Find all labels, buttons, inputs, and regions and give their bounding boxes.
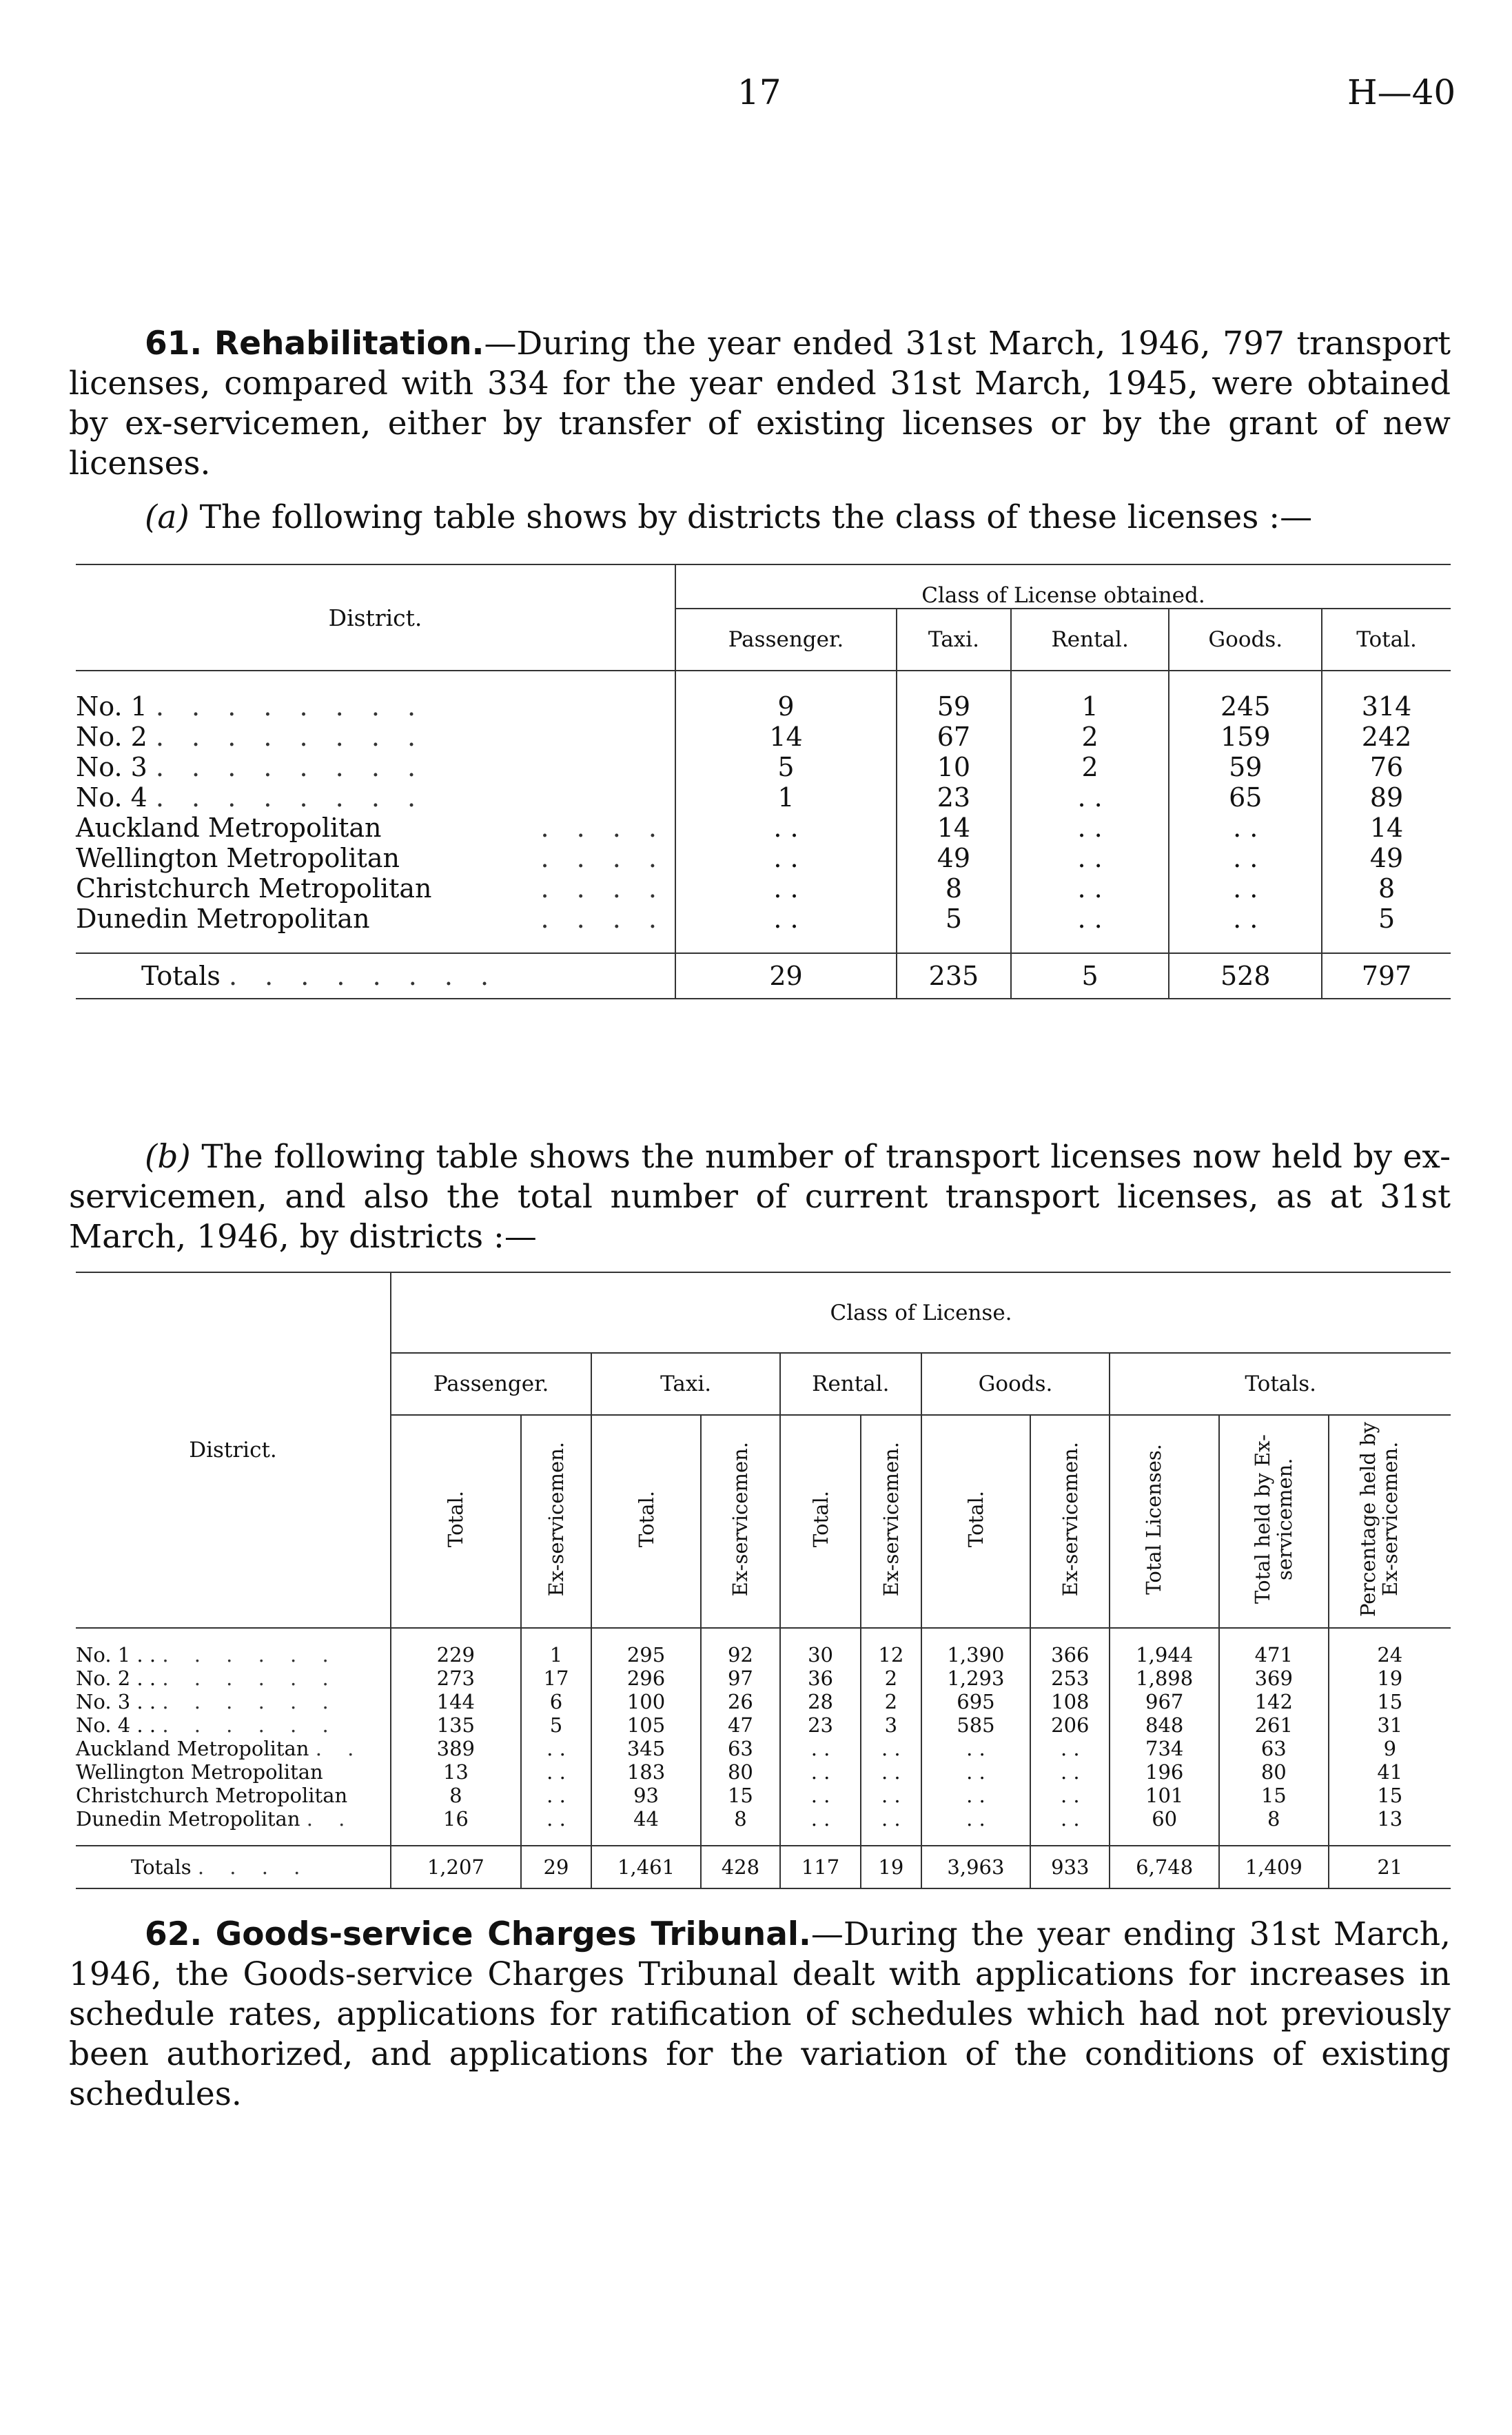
table-a-col-goods: Goods. (1169, 609, 1322, 671)
table-cell: 19 (1329, 1667, 1451, 1690)
table-cell: 101 (1110, 1784, 1219, 1807)
table-cell: . . (780, 1760, 861, 1784)
district-name: Auckland Metropolitan (76, 813, 382, 843)
table-row (76, 782, 1451, 813)
table-b-subcol-header (1219, 1415, 1329, 1628)
table-a-col-total: Total. (1322, 609, 1451, 671)
table-b-subcol-header (861, 1415, 921, 1628)
table-cell: . . (675, 843, 897, 873)
table-cell: 76 (1322, 752, 1451, 782)
table-cell: 14 (897, 813, 1011, 843)
table-cell: 8 (1219, 1807, 1329, 1831)
table-cell: 3 (861, 1713, 921, 1737)
vertical-label: Percentage held by Ex-servicemen. (1356, 1421, 1402, 1617)
vertical-label: Total. (444, 1491, 468, 1547)
table-cell: 15 (1219, 1784, 1329, 1807)
table-cell: . . (861, 1784, 921, 1807)
table-b-subcol-header (921, 1415, 1031, 1628)
table-cell: . . (1030, 1760, 1110, 1784)
table-cell: 92 (701, 1643, 780, 1667)
table-b-subcol-header (391, 1415, 521, 1628)
table-cell: 471 (1219, 1643, 1329, 1667)
table-cell: 44 (591, 1807, 701, 1831)
table-row (76, 1667, 1451, 1690)
table-cell: 49 (1322, 843, 1451, 873)
table-b (76, 1272, 1451, 1889)
table-cell: 80 (701, 1760, 780, 1784)
table-b-group-taxi: Taxi. (591, 1353, 780, 1415)
table-b-subcol-header (1110, 1415, 1219, 1628)
table-b-group-rental: Rental. (780, 1353, 921, 1415)
table-b-group-goods: Goods. (921, 1353, 1110, 1415)
district-name: No. 4 . . (76, 1713, 156, 1737)
table-cell: . . (1030, 1737, 1110, 1760)
section-61-paragraph (69, 324, 1451, 484)
table-cell: 47 (701, 1713, 780, 1737)
district-name: No. 1 . . (76, 1643, 156, 1667)
table-cell: 2 (1011, 752, 1169, 782)
table-cell: 428 (701, 1846, 780, 1888)
table-cell: . . (675, 813, 897, 843)
table-cell: 8 (391, 1784, 521, 1807)
table-cell: . . (1030, 1807, 1110, 1831)
table-row (76, 843, 1451, 873)
table-cell: 295 (591, 1643, 701, 1667)
table-cell: 1 (675, 782, 897, 813)
table-cell: 1,409 (1219, 1846, 1329, 1888)
section-61-heading: Rehabilitation. (214, 325, 484, 363)
table-cell: 108 (1030, 1690, 1110, 1713)
table-cell: 10 (897, 752, 1011, 782)
table-cell: . . (921, 1807, 1031, 1831)
section-62-body: —During the year ending 31st March, 1946, the Goods-service Charges Tribunal dealt with applications for increases in schedule rates, applications for ratification of schedules which had not previously been authorized, and applications for the variation of the conditions of existing schedules. (69, 1915, 1451, 2113)
table-b-group-header: Class of License. (391, 1272, 1451, 1353)
district-name: No. 2 . . (76, 1667, 156, 1690)
table-cell: . . (1169, 873, 1322, 904)
table-cell: 23 (897, 782, 1011, 813)
table-b-district-header: District. (189, 1438, 277, 1463)
table-cell: 296 (591, 1667, 701, 1690)
table-a-col-taxi: Taxi. (897, 609, 1011, 671)
table-cell: 36 (780, 1667, 861, 1690)
section-62-number: 62. (145, 1915, 203, 1953)
table-row (76, 752, 1451, 782)
district-name: Christchurch Metropolitan (76, 1784, 348, 1807)
table-cell: 797 (1322, 953, 1451, 999)
table-cell: 1,293 (921, 1667, 1031, 1690)
table-cell: 528 (1169, 953, 1322, 999)
table-cell: 89 (1322, 782, 1451, 813)
district-name: No. 2 (76, 722, 147, 752)
table-a (76, 564, 1451, 999)
table-cell: 253 (1030, 1667, 1110, 1690)
table-cell: 159 (1169, 722, 1322, 752)
table-a-group-header: Class of License obtained. (675, 564, 1451, 609)
table-cell: 8 (701, 1807, 780, 1831)
table-b-subcol-header (1030, 1415, 1110, 1628)
table-cell: 17 (521, 1667, 592, 1690)
table-cell: . . (861, 1760, 921, 1784)
table-row (76, 1643, 1451, 1667)
leader-dots: . . . . . . (162, 1690, 338, 1713)
table-cell: 6 (521, 1690, 592, 1713)
table-cell: . . (921, 1760, 1031, 1784)
table-cell: 5 (1011, 953, 1169, 999)
table-cell: 31 (1329, 1713, 1451, 1737)
table-cell: 196 (1110, 1760, 1219, 1784)
vertical-label: Total. (634, 1491, 658, 1547)
leader-dots: . . . . . . . . (155, 691, 426, 722)
leader-dots: . . . . (197, 1855, 310, 1879)
leader-dots: . . . . (540, 904, 666, 934)
table-cell: 1 (521, 1643, 592, 1667)
table-cell: 65 (1169, 782, 1322, 813)
table-cell: 848 (1110, 1713, 1219, 1737)
table-cell: 93 (591, 1784, 701, 1807)
table-row (76, 1760, 1451, 1784)
table-cell: 734 (1110, 1737, 1219, 1760)
table-cell: 105 (591, 1713, 701, 1737)
district-name: No. 3 (76, 752, 147, 782)
vertical-label: Total. (963, 1491, 988, 1547)
table-b-subcol-header (780, 1415, 861, 1628)
table-cell: 9 (1329, 1737, 1451, 1760)
table-cell: . . (1011, 813, 1169, 843)
vertical-label: Ex-servicemen. (879, 1441, 903, 1597)
table-cell: . . (1169, 904, 1322, 934)
table-cell: 29 (675, 953, 897, 999)
table-cell: 30 (780, 1643, 861, 1667)
vertical-label: Ex-servicemen. (1058, 1441, 1082, 1597)
table-cell: 2 (1011, 722, 1169, 752)
table-cell: 389 (391, 1737, 521, 1760)
table-cell: 23 (780, 1713, 861, 1737)
table-cell: 13 (1329, 1807, 1451, 1831)
table-row (76, 1807, 1451, 1831)
district-name: No. 4 (76, 782, 147, 813)
table-cell: 6,748 (1110, 1846, 1219, 1888)
table-cell: 1 (1011, 691, 1169, 722)
table-cell: 63 (1219, 1737, 1329, 1760)
table-row (76, 691, 1451, 722)
leader-dots: . . . . . . . . (155, 752, 426, 782)
table-a-col-passenger: Passenger. (675, 609, 897, 671)
leader-dots: . . . . (540, 813, 666, 843)
table-cell: 695 (921, 1690, 1031, 1713)
table-cell: 2 (861, 1690, 921, 1713)
table-b-subcol-header (521, 1415, 592, 1628)
table-cell: 933 (1030, 1846, 1110, 1888)
table-b-group-totals: Totals. (1110, 1353, 1451, 1415)
leader-dots: . . . . . . (162, 1713, 338, 1737)
district-name: No. 1 (76, 691, 147, 722)
table-cell: . . (675, 873, 897, 904)
table-cell: . . (1011, 843, 1169, 873)
table-cell: . . (521, 1807, 592, 1831)
table-b-subcol-header (591, 1415, 701, 1628)
table-cell: . . (1169, 813, 1322, 843)
table-cell: 28 (780, 1690, 861, 1713)
district-name: Dunedin Metropolitan (76, 1807, 300, 1831)
table-cell: . . (780, 1784, 861, 1807)
district-name: Auckland Metropolitan (76, 1737, 309, 1760)
table-cell: 63 (701, 1737, 780, 1760)
table-cell: 5 (521, 1713, 592, 1737)
table-cell: 242 (1322, 722, 1451, 752)
table-b-intro-text: The following table shows the number of transport licenses now held by ex-servicemen, and also the total number of current transport licenses, as at 31st March, 1946, by districts :— (69, 1138, 1451, 1256)
table-cell: 1,207 (391, 1846, 521, 1888)
table-cell: 1,461 (591, 1846, 701, 1888)
document-reference: H—40 (1347, 72, 1456, 112)
table-cell: 3,963 (921, 1846, 1031, 1888)
table-cell: . . (861, 1807, 921, 1831)
district-name: No. 3 . . (76, 1690, 156, 1713)
table-cell: 9 (675, 691, 897, 722)
table-cell: . . (1011, 873, 1169, 904)
table-cell: 1,898 (1110, 1667, 1219, 1690)
table-cell: 5 (897, 904, 1011, 934)
table-cell: 366 (1030, 1643, 1110, 1667)
table-cell: 21 (1329, 1846, 1451, 1888)
table-b-group-passenger: Passenger. (391, 1353, 591, 1415)
table-cell: . . (675, 904, 897, 934)
table-cell: 14 (675, 722, 897, 752)
table-cell: 144 (391, 1690, 521, 1713)
table-row (76, 813, 1451, 843)
totals-label: Totals (141, 961, 221, 991)
table-cell: 2 (861, 1667, 921, 1690)
district-name: Christchurch Metropolitan (76, 873, 432, 904)
leader-dots: . . (306, 1807, 355, 1831)
table-row (76, 873, 1451, 904)
table-cell: 59 (897, 691, 1011, 722)
page-number: 17 (737, 72, 781, 112)
vertical-label: Ex-servicemen. (728, 1441, 753, 1597)
table-cell: 49 (897, 843, 1011, 873)
table-a-col-rental: Rental. (1011, 609, 1169, 671)
table-cell: . . (861, 1737, 921, 1760)
table-cell: 12 (861, 1643, 921, 1667)
table-cell: 41 (1329, 1760, 1451, 1784)
table-cell: 5 (1322, 904, 1451, 934)
table-b-subcol-header (701, 1415, 780, 1628)
table-row (76, 1713, 1451, 1737)
table-cell: 245 (1169, 691, 1322, 722)
table-row (76, 722, 1451, 752)
table-cell: . . (521, 1760, 592, 1784)
table-cell: . . (1011, 904, 1169, 934)
totals-row (76, 953, 1451, 999)
table-cell: 117 (780, 1846, 861, 1888)
section-62-paragraph (69, 1915, 1451, 2115)
table-cell: 5 (675, 752, 897, 782)
leader-dots: . . . . . . . . (155, 782, 426, 813)
totals-label: Totals (131, 1855, 192, 1879)
district-name: Dunedin Metropolitan (76, 904, 370, 934)
leader-dots: . . . . . . (162, 1667, 338, 1690)
table-cell: 967 (1110, 1690, 1219, 1713)
table-cell: . . (780, 1737, 861, 1760)
vertical-label: Total. (808, 1491, 832, 1547)
table-b-label: (b) (145, 1138, 191, 1176)
table-cell: 59 (1169, 752, 1322, 782)
table-a-intro (69, 498, 1451, 538)
table-cell: 235 (897, 953, 1011, 999)
section-61-number: 61. (145, 325, 203, 363)
section-62-heading: Goods-service Charges Tribunal. (215, 1915, 811, 1953)
table-row (76, 1784, 1451, 1807)
table-cell: 100 (591, 1690, 701, 1713)
leader-dots: . . . . (540, 873, 666, 904)
table-cell: 314 (1322, 691, 1451, 722)
table-a-label: (a) (145, 498, 190, 536)
table-cell: 15 (701, 1784, 780, 1807)
table-row (76, 904, 1451, 934)
table-cell: 60 (1110, 1807, 1219, 1831)
table-cell: . . (921, 1737, 1031, 1760)
table-cell: 26 (701, 1690, 780, 1713)
table-cell: 8 (1322, 873, 1451, 904)
table-cell: 8 (897, 873, 1011, 904)
table-cell: 1,390 (921, 1643, 1031, 1667)
table-cell: 345 (591, 1737, 701, 1760)
table-cell: 29 (521, 1846, 592, 1888)
table-cell: . . (521, 1737, 592, 1760)
table-cell: . . (1169, 843, 1322, 873)
table-b-subcol-header (1329, 1415, 1451, 1628)
table-cell: 24 (1329, 1643, 1451, 1667)
table-cell: 135 (391, 1713, 521, 1737)
table-cell: 585 (921, 1713, 1031, 1737)
table-cell: . . (1011, 782, 1169, 813)
totals-row (76, 1846, 1451, 1888)
vertical-label: Total Licenses. (1141, 1443, 1165, 1595)
table-cell: 14 (1322, 813, 1451, 843)
table-cell: 13 (391, 1760, 521, 1784)
leader-dots: . . . . . . (162, 1643, 338, 1667)
table-cell: . . (780, 1807, 861, 1831)
table-cell: 369 (1219, 1667, 1329, 1690)
table-cell: 142 (1219, 1690, 1329, 1713)
district-name: Wellington Metropolitan (76, 1760, 323, 1784)
table-row (76, 1690, 1451, 1713)
table-cell: 183 (591, 1760, 701, 1784)
vertical-label: Ex-servicemen. (544, 1441, 568, 1597)
table-a-district-header: District. (328, 604, 422, 631)
table-row (76, 1737, 1451, 1760)
table-cell: 261 (1219, 1713, 1329, 1737)
table-cell: 229 (391, 1643, 521, 1667)
leader-dots: . . . . . . . . (155, 722, 426, 752)
table-cell: 80 (1219, 1760, 1329, 1784)
table-cell: 16 (391, 1807, 521, 1831)
leader-dots: . . . . . . . . (228, 961, 499, 991)
table-cell: 206 (1030, 1713, 1110, 1737)
table-cell: 15 (1329, 1690, 1451, 1713)
table-cell: 1,944 (1110, 1643, 1219, 1667)
table-a-intro-text: The following table shows by districts the class of these licenses :— (199, 498, 1313, 536)
section-61-body: —During the year ended 31st March, 1946, 797 transport licenses, compared with 334 for the year ended 31st March, 1945, were obtained by ex-servicemen, either by transfer of existing licenses or by the grant of new licenses. (69, 325, 1451, 482)
leader-dots: . . (315, 1737, 364, 1760)
table-cell: . . (521, 1784, 592, 1807)
table-cell: 19 (861, 1846, 921, 1888)
table-cell: . . (1030, 1784, 1110, 1807)
table-cell: 273 (391, 1667, 521, 1690)
district-name: Wellington Metropolitan (76, 843, 400, 873)
vertical-label: Total held by Ex-servicemen. (1251, 1434, 1297, 1604)
table-cell: . . (921, 1784, 1031, 1807)
table-b-intro (69, 1137, 1451, 1257)
table-cell: 15 (1329, 1784, 1451, 1807)
table-cell: 97 (701, 1667, 780, 1690)
table-cell: 67 (897, 722, 1011, 752)
leader-dots: . . . . (540, 843, 666, 873)
